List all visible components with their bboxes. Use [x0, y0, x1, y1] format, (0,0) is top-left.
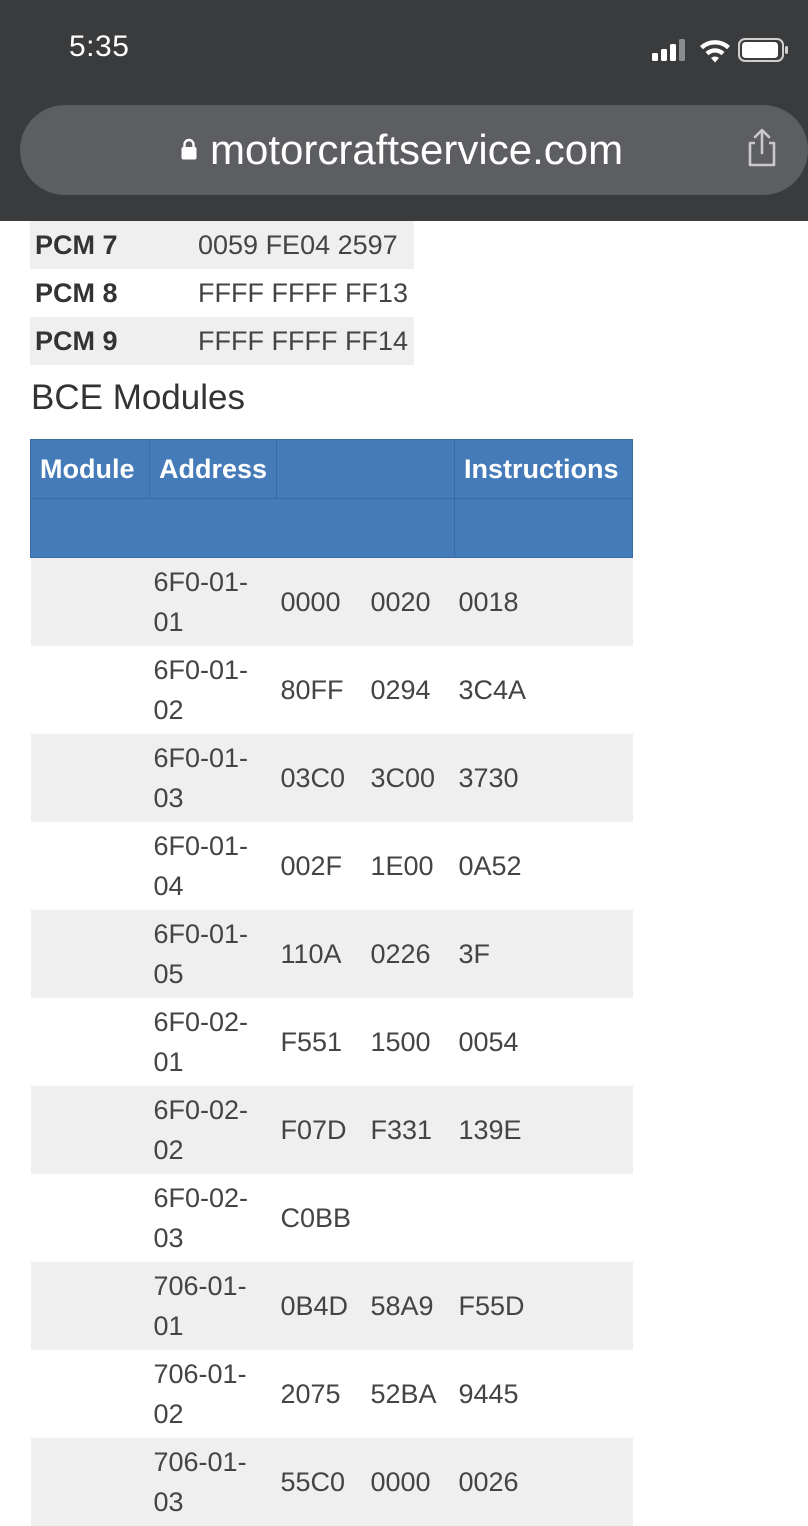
table-row	[31, 646, 633, 734]
address-cell	[150, 1262, 277, 1350]
signal-icon	[652, 39, 685, 61]
subheader-cell	[31, 499, 455, 558]
bce-modules-table	[30, 439, 633, 1526]
instruction-cell: 3730	[455, 734, 633, 822]
instruction-cell: F551	[277, 998, 367, 1086]
instruction-cell: 139E	[455, 1086, 633, 1174]
address-line: 03	[154, 1223, 184, 1253]
address-line: 03	[154, 783, 184, 813]
address-line: 6F0-01-	[154, 743, 249, 773]
address-line: 6F0-02-	[154, 1183, 249, 1213]
module-cell	[31, 910, 150, 998]
address-cell	[150, 910, 277, 998]
instruction-cell: C0BB	[277, 1174, 367, 1262]
instruction-cell: 002F	[277, 822, 367, 910]
share-icon[interactable]	[745, 128, 779, 168]
module-cell	[31, 822, 150, 910]
module-cell	[31, 1350, 150, 1438]
module-cell	[31, 1174, 150, 1262]
address-cell	[150, 1350, 277, 1438]
battery-icon	[739, 39, 788, 61]
instruction-cell: 0226	[367, 910, 455, 998]
module-cell	[31, 1262, 150, 1350]
instruction-cell	[455, 1174, 633, 1262]
url-domain[interactable]: motorcraftservice.com	[210, 124, 623, 176]
address-cell	[150, 998, 277, 1086]
instruction-cell: 1500	[367, 998, 455, 1086]
module-cell	[31, 558, 150, 647]
instruction-cell: 80FF	[277, 646, 367, 734]
address-line: 6F0-01-	[154, 919, 249, 949]
address-line: 01	[154, 1311, 184, 1341]
instruction-cell: 9445	[455, 1350, 633, 1438]
module-cell	[31, 646, 150, 734]
lock-icon	[181, 138, 197, 160]
address-line: 6F0-02-	[154, 1095, 249, 1125]
pcm-label: PCM 8	[30, 269, 198, 317]
pcm-row	[30, 221, 414, 269]
instruction-cell: 0B4D	[277, 1262, 367, 1350]
pcm-value: FFFF FFFF FF13	[198, 269, 414, 317]
pcm-table	[30, 221, 414, 365]
address-cell	[150, 1174, 277, 1262]
table-subheader-row	[31, 499, 633, 558]
address-line: 05	[154, 959, 184, 989]
address-line: 02	[154, 695, 184, 725]
address-cell	[150, 646, 277, 734]
instruction-cell: 1E00	[367, 822, 455, 910]
instruction-cell: 0000	[277, 558, 367, 647]
address-line: 6F0-01-	[154, 567, 249, 597]
table-row	[31, 910, 633, 998]
status-time: 5:35	[69, 30, 129, 64]
address-line: 706-01-	[154, 1447, 247, 1477]
address-cell	[150, 1438, 277, 1526]
instruction-cell: 55C0	[277, 1438, 367, 1526]
instruction-cell: 03C0	[277, 734, 367, 822]
table-row	[31, 1174, 633, 1262]
instruction-cell: 0000	[367, 1438, 455, 1526]
address-cell	[150, 822, 277, 910]
instruction-cell: F07D	[277, 1086, 367, 1174]
instruction-cell: F55D	[455, 1262, 633, 1350]
instruction-cell: 0018	[455, 558, 633, 647]
table-row	[31, 1350, 633, 1438]
address-line: 03	[154, 1487, 184, 1517]
pcm-row	[30, 317, 414, 365]
instruction-cell: 3F	[455, 910, 633, 998]
status-icons	[652, 36, 792, 66]
module-cell	[31, 1086, 150, 1174]
instruction-cell: 0A52	[455, 822, 633, 910]
header-blank	[277, 440, 455, 499]
pcm-value: 0059 FE04 2597	[198, 221, 414, 269]
table-row	[31, 822, 633, 910]
instruction-cell: 3C00	[367, 734, 455, 822]
address-line: 6F0-01-	[154, 655, 249, 685]
table-row	[31, 1262, 633, 1350]
table-row	[31, 998, 633, 1086]
pcm-value: FFFF FFFF FF14	[198, 317, 414, 365]
instruction-cell: 110A	[277, 910, 367, 998]
address-cell	[150, 1086, 277, 1174]
instruction-cell: 0294	[367, 646, 455, 734]
table-body	[31, 558, 633, 1526]
section-heading: BCE Modules	[31, 378, 245, 418]
module-cell	[31, 1438, 150, 1526]
instruction-cell	[367, 1174, 455, 1262]
pcm-label: PCM 7	[30, 221, 198, 269]
wifi-icon	[700, 40, 730, 62]
instruction-cell: 0020	[367, 558, 455, 647]
browser-chrome	[0, 0, 808, 221]
address-line: 04	[154, 871, 184, 901]
instruction-cell: F331	[367, 1086, 455, 1174]
header-address: Address	[150, 440, 277, 499]
instruction-cell: 3C4A	[455, 646, 633, 734]
header-instructions: Instructions	[455, 440, 633, 499]
pcm-row	[30, 269, 414, 317]
address-line: 02	[154, 1135, 184, 1165]
module-cell	[31, 998, 150, 1086]
address-line: 6F0-01-	[154, 831, 249, 861]
instruction-cell: 0026	[455, 1438, 633, 1526]
address-line: 6F0-02-	[154, 1007, 249, 1037]
subheader-cell	[455, 499, 633, 558]
header-module: Module	[31, 440, 150, 499]
instruction-cell: 58A9	[367, 1262, 455, 1350]
address-line: 01	[154, 1047, 184, 1077]
address-line: 02	[154, 1399, 184, 1429]
table-row	[31, 558, 633, 647]
instruction-cell: 2075	[277, 1350, 367, 1438]
address-line: 01	[154, 607, 184, 637]
pcm-label: PCM 9	[30, 317, 198, 365]
table-row	[31, 1086, 633, 1174]
instruction-cell: 0054	[455, 998, 633, 1086]
instruction-cell: 52BA	[367, 1350, 455, 1438]
address-cell	[150, 734, 277, 822]
table-row	[31, 1438, 633, 1526]
address-cell	[150, 558, 277, 647]
table-row	[31, 734, 633, 822]
table-header-row	[31, 440, 633, 499]
address-line: 706-01-	[154, 1359, 247, 1389]
module-cell	[31, 734, 150, 822]
address-line: 706-01-	[154, 1271, 247, 1301]
